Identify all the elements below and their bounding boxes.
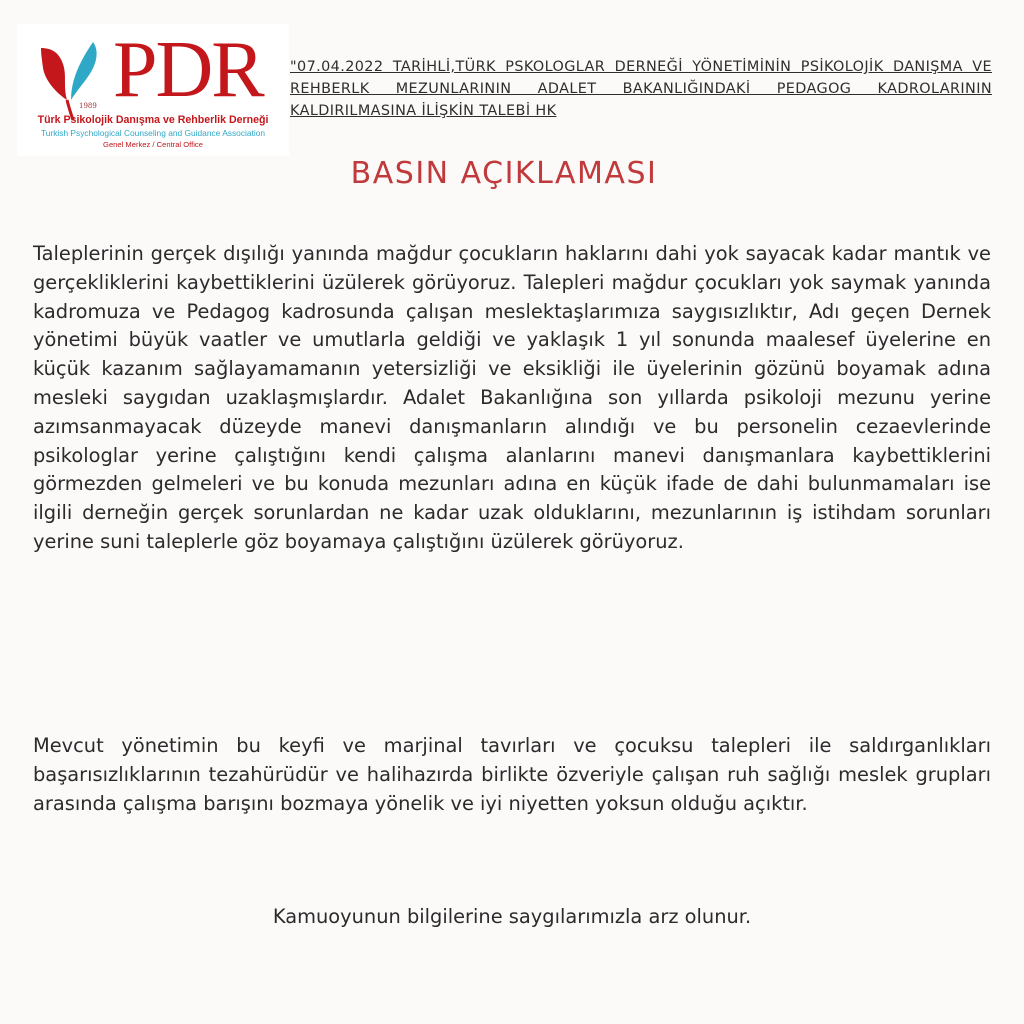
closing-line: Kamuoyunun bilgilerine saygılarımızla arz olunur. (272, 905, 752, 928)
body-paragraph-2: Mevcut yönetimin bu keyfi ve marjinal tavırları ve çocuksu talepleri ile saldırganlıkları başarısızlıklarının tezahürüdür ve halihazırda birlikte özveriyle çalışan ruh sağlığı meslek grupları arasında çalışma barışını bozmaya yönelik ve iyi niyetten yoksun olduğu açıktır. (33, 734, 991, 815)
logo-organization-name: Türk Psikolojik Danışma ve Rehberlik Derneği (37, 114, 269, 126)
logo-office: Genel Merkez / Central Office (103, 140, 203, 149)
pdr-emblem-icon (37, 40, 121, 124)
logo-letters: PDR (113, 26, 263, 114)
document-heading: BASIN AÇIKLAMASI (350, 156, 658, 191)
logo-year: 1989 (79, 102, 97, 110)
pdr-logo (17, 24, 289, 156)
subject-line: "07.04.2022 TARİHLİ,TÜRK PSKOLOGLAR DERNEĞİ YÖNETİMİNİN PSİKOLOJİK DANIŞMA VE REHBERLK MEZUNLARININ ADALET BAKANLIĞINDAKİ PEDAGOG KADROLARININ KALDIRILMASINA İLİŞKİN TALEBİ HK (290, 59, 992, 119)
logo-english-name: Turkish Psychological Counseling and Guidance Association (40, 128, 266, 138)
body-paragraph-1: Taleplerinin gerçek dışılığı yanında mağdur çocukların haklarını dahi yok sayacak kadar mantık ve gerçekliklerini kaybettiklerini üzülerek görüyoruz. Talepleri mağdur çocukları yok saymak yanında kadromuza ve Pedagog kadrosunda çalışan meslektaşlarımıza saygısızlıktır, Adı geçen Dernek yönetimi büyük vaatler ve umutlarla geldiği ve yaklaşık 1 yıl sonunda maalesef üyelerine en küçük kazanım sağlayamamanın yetersizliği ve eksikliği ile üyelerinin gözünü boyamak adına mesleki saygıdan uzaklaşmışlardır. Adalet Bakanlığına son yıllarda psikoloji mezunu yerine azımsanmayacak düzeyde manevi danışmanların alındığı ve bu personelin cezaevlerinde psikologlar yerine çalıştığını kendi çalışma alanlarını manevi danışmanlara kaybettiklerini görmezden gelmeleri ve bu konuda mezunları adına en küçük ifade de dahi bulunmamaları ise ilgili derneğin gerçek sorunlardan ne kadar uzak olduklarını, mezunlarının iş istihdam sorunları yerine suni taleplerle göz boyamaya çalıştığını üzülerek görüyoruz. (33, 242, 991, 553)
